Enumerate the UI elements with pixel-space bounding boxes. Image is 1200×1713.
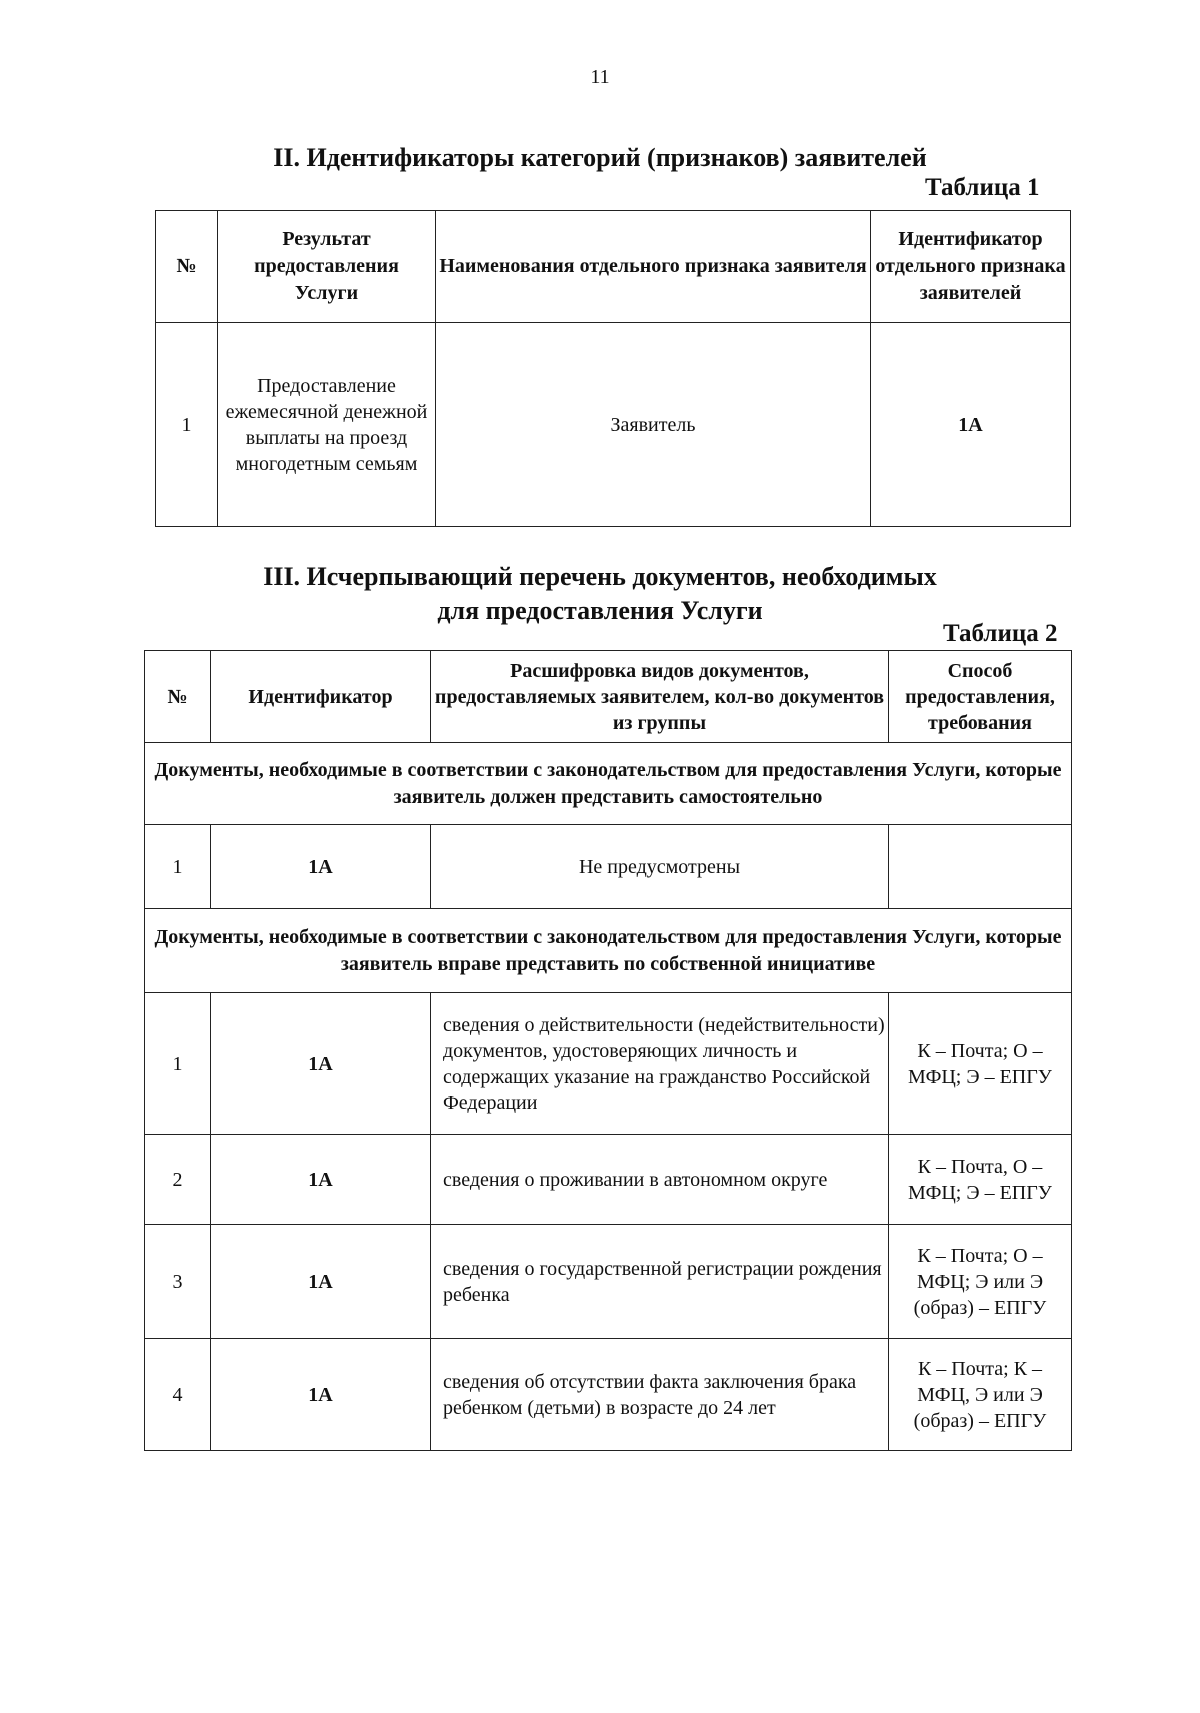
row-result: Предоставление ежемесячной денежной выплаты на проезд многодетным семьям	[218, 323, 436, 527]
page-number: 11	[590, 66, 610, 88]
header-attribute-id: Идентификатор отдельного признака заявителей	[871, 211, 1071, 323]
table-row	[145, 1135, 1072, 1225]
header-attribute-name: Наименования отдельного признака заявителя	[436, 211, 871, 323]
header-identifier: Идентификатор	[211, 651, 431, 743]
header-submission-method: Способ предоставления, требования	[889, 651, 1072, 743]
table-1-label: Таблица 1	[925, 174, 1040, 201]
applicant-categories-table	[155, 210, 1071, 527]
row-number: 1	[156, 323, 218, 527]
documents-table	[144, 650, 1072, 1451]
table-row	[145, 1225, 1072, 1339]
row-submission-method: К – Почта; О – МФЦ; Э или Э (образ) – ЕПГУ	[889, 1225, 1072, 1339]
row-document-description: Не предусмотрены	[431, 825, 889, 909]
row-document-description: сведения об отсутствии факта заключения брака ребенком (детьми) в возрасте до 24 лет	[431, 1339, 889, 1451]
row-submission-method: К – Почта; К – МФЦ, Э или Э (образ) – ЕПГУ	[889, 1339, 1072, 1451]
group-title-mandatory: Документы, необходимые в соответствии с законодательством для предоставления Услуги, которые заявитель должен представить самостоятельно	[145, 743, 1072, 825]
header-result: Результат предоставления Услуги	[218, 211, 436, 323]
header-number: №	[145, 651, 211, 743]
table-2-label: Таблица 2	[943, 620, 1058, 647]
section-3-title-line1: III. Исчерпывающий перечень документов, необходимых	[263, 562, 937, 591]
table-header-row	[156, 211, 1071, 323]
header-document-description: Расшифровка видов документов, предоставляемых заявителем, кол-во документов из группы	[431, 651, 889, 743]
table-row	[156, 323, 1071, 527]
row-identifier: 1А	[211, 1339, 431, 1451]
table-header-row	[145, 651, 1072, 743]
row-identifier: 1А	[211, 993, 431, 1135]
row-identifier: 1А	[211, 1135, 431, 1225]
row-document-description: сведения о проживании в автономном округе	[431, 1135, 889, 1225]
section-3-title-line2: для предоставления Услуги	[437, 596, 763, 625]
row-attribute-id: 1А	[871, 323, 1071, 527]
row-submission-method: К – Почта; О – МФЦ; Э – ЕПГУ	[889, 993, 1072, 1135]
table-row	[145, 993, 1072, 1135]
row-attribute-name: Заявитель	[436, 323, 871, 527]
section-2-title: II. Идентификаторы категорий (признаков) заявителей	[273, 143, 927, 172]
table-row	[145, 825, 1072, 909]
row-number: 3	[145, 1225, 211, 1339]
row-document-description: сведения о государственной регистрации рождения ребенка	[431, 1225, 889, 1339]
row-document-description: сведения о действительности (недействительности) документов, удостоверяющих личность и содержащих указание на гражданство Российской Федерации	[431, 993, 889, 1135]
group-title-optional: Документы, необходимые в соответствии с законодательством для предоставления Услуги, которые заявитель вправе представить по собственной инициативе	[145, 909, 1072, 993]
row-submission-method: К – Почта, О – МФЦ; Э – ЕПГУ	[889, 1135, 1072, 1225]
group-header-row	[145, 909, 1072, 993]
row-identifier: 1А	[211, 825, 431, 909]
table-row	[145, 1339, 1072, 1451]
row-number: 1	[145, 993, 211, 1135]
row-submission-method	[889, 825, 1072, 909]
row-number: 2	[145, 1135, 211, 1225]
header-number: №	[156, 211, 218, 323]
row-identifier: 1А	[211, 1225, 431, 1339]
group-header-row	[145, 743, 1072, 825]
row-number: 1	[145, 825, 211, 909]
row-number: 4	[145, 1339, 211, 1451]
